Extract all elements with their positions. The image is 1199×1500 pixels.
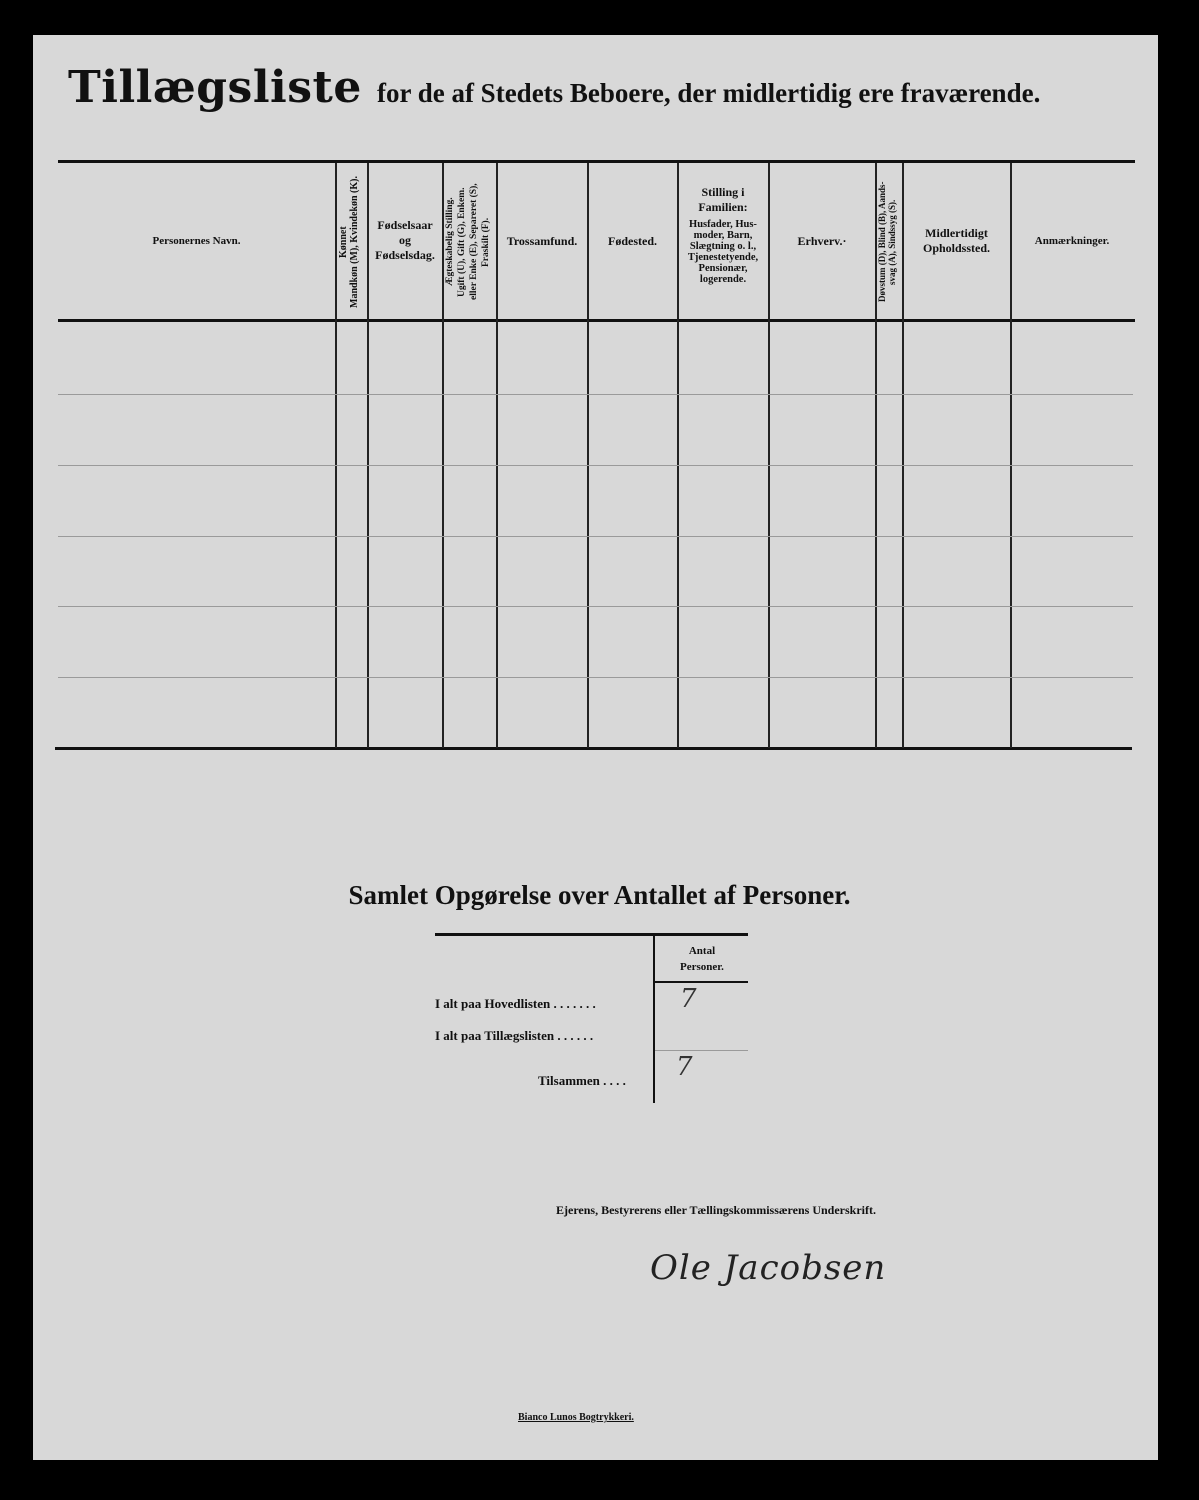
- header-aegteskab: Ægteskabelig Stilling. Ugift (U), Gift (G), Enkem. eller Enke (E), Separeret (S), Fraskilt (F).: [445, 183, 491, 301]
- table-row: [58, 394, 1133, 395]
- header-midlertidigt: Midlertidigt Opholdssted.: [922, 226, 991, 255]
- printer-imprint: Bianco Lunos Bogtrykkeri.: [518, 1412, 634, 1423]
- summary-row-rule: [655, 1050, 748, 1051]
- summary-label-hovedlisten: I alt paa Hovedlisten . . . . . . .: [435, 996, 596, 1011]
- header-fodselsaar: Fødselsaar og Fødselsdag.: [375, 217, 435, 262]
- table-row: [58, 606, 1133, 607]
- page-title: [68, 62, 1040, 113]
- header-bottom-rule: [58, 319, 1135, 322]
- summary-top-rule: [435, 933, 748, 936]
- header-tros: Trossamfund.: [506, 233, 578, 248]
- header-navn: Personernes Navn.: [152, 234, 241, 247]
- header-kjonnet: Kønnet Mandkøn (M), Kvindekøn (K).: [338, 176, 360, 308]
- header-anmaerkninger: Anmærkninger.: [1034, 234, 1110, 247]
- table-row: [58, 465, 1133, 466]
- summary-value-hovedlisten: 7: [680, 984, 697, 1014]
- header-stilling: Stilling i Familien: Husfader, Hus-moder, Barn, Slægtning o. l., Tjenestetyende, Pensionær, logerende.: [687, 185, 759, 285]
- header-fodested: Fødested.: [608, 233, 657, 248]
- signature-label: Ejerens, Bestyrerens eller Tællingskommissærens Underskrift.: [556, 1203, 876, 1217]
- col-divider: [335, 163, 337, 748]
- table-row: [58, 536, 1133, 537]
- header-erhverv: Erhverv.·: [797, 233, 847, 248]
- summary-title: Samlet Opgørelse over Antallet af Personer.: [348, 880, 851, 910]
- signature: Ole Jacobsen: [650, 1248, 887, 1288]
- title-main: Tillægsliste: [68, 62, 362, 113]
- summary-label-tillaegslisten: I alt paa Tillægslisten . . . . . .: [435, 1028, 594, 1043]
- table-bottom-rule: [55, 747, 1132, 750]
- summary-value-tilsammen: 7: [676, 1052, 693, 1082]
- title-rest: for de af Stedets Beboere, der midlertidig ere fraværende.: [376, 78, 1041, 108]
- summary-label-tilsammen: Tilsammen . . . .: [538, 1073, 626, 1088]
- summary-header-rule: [655, 981, 748, 983]
- header-dovstum: Døvstum (D), Blind (B), Aands- svag (A), Sindssyg (S).: [877, 181, 897, 303]
- summary-divider: [653, 936, 655, 1103]
- table-top-rule: [58, 160, 1135, 163]
- summary-col-header: Antal Personer.: [680, 945, 724, 973]
- table-row: [58, 677, 1133, 678]
